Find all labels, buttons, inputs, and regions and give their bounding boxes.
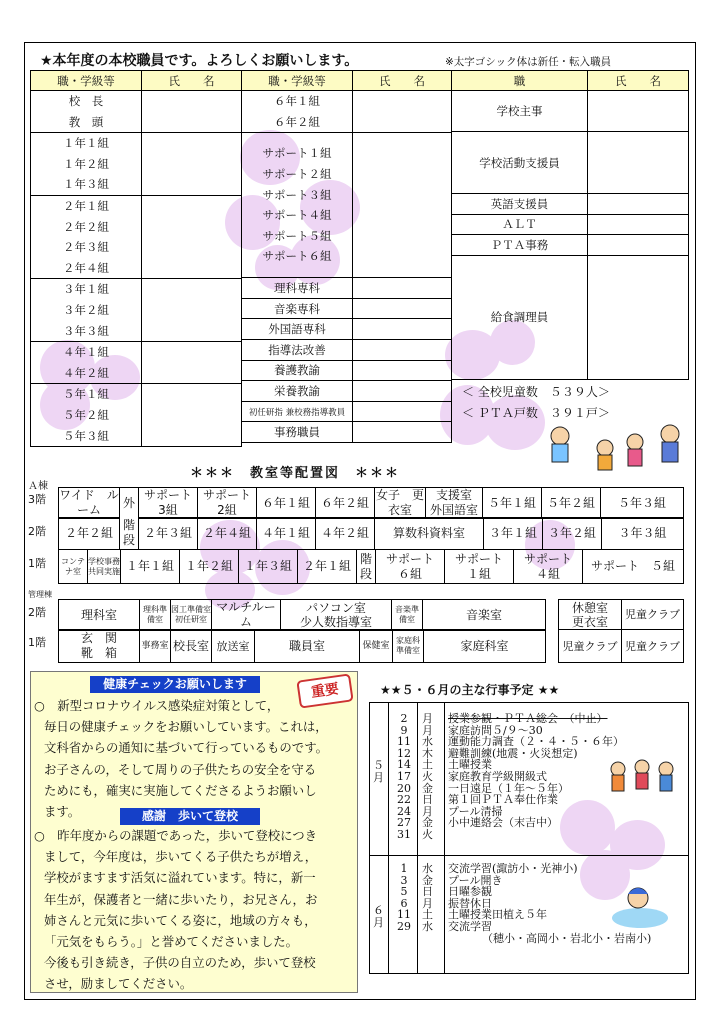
room: 支援室 外国語室 [426, 488, 483, 519]
text-line: 年生が，保護者と一緒に歩いたり，お兄さん，お [44, 891, 318, 907]
room: パソコン室 [306, 601, 366, 615]
a-building-label: Ａ棟 [28, 481, 48, 492]
room: ６年１組 [257, 488, 316, 519]
text-line: 文科省からの通知に基づいて行っているものです。 [44, 740, 328, 756]
room: 算数科資料室 [375, 518, 484, 550]
room: サポート ５組 [583, 550, 684, 584]
room: 外 [120, 488, 139, 519]
event-date: 20 [397, 781, 411, 795]
room: 校長室 [171, 630, 212, 663]
col-header-name: 氏 名 [588, 71, 689, 91]
room: ４年２組 [316, 518, 375, 550]
staff-heading: ★本年度の本校職員です。よろしくお願いします。 [40, 53, 359, 69]
staff-role: ３年１組 [63, 282, 109, 297]
room: 家庭科室 [424, 630, 546, 663]
floor-label: 2階 [28, 525, 46, 538]
text-line: ためにも，確実に実施してくださるようお願いし [44, 782, 317, 798]
staff-role: サポート５組 [262, 228, 332, 243]
events-title: ★★５・６月の主な行事予定 ★★ [380, 683, 560, 697]
event-date: 5 [400, 885, 408, 899]
a-building-2f [58, 517, 684, 550]
room: サポート 2組 [198, 488, 257, 519]
staff-role: ２年１組 [63, 198, 109, 213]
staff-role: 学校活動支援員 [452, 132, 588, 194]
room: 学校事務 共同実施 [88, 550, 121, 584]
event-weekday: 土 [422, 908, 433, 922]
event-date: 9 [400, 723, 408, 737]
event-item: 運動能力調査（２・４・５・６年） [448, 735, 624, 749]
room: 靴 箱 [80, 646, 117, 660]
text-line: ○ 新型コロナウイルス感染症対策として， [34, 698, 280, 713]
event-item: 交流学習 [448, 919, 492, 933]
room: 児童クラブ [622, 630, 684, 663]
event-date: 11 [397, 735, 411, 749]
room: ２年２組 [59, 518, 120, 550]
event-weekday: 月 [422, 896, 433, 910]
staff-role: サポート１組 [262, 146, 332, 161]
floor-label: 2階 [28, 606, 46, 619]
staff-role: 初任研指 兼校務指導教員 [242, 401, 353, 422]
room: １年３組 [239, 550, 298, 584]
room: 児童クラブ [559, 630, 622, 663]
june-weekdays [422, 863, 433, 933]
event-weekday: 日 [422, 793, 433, 807]
room: 音楽室 [423, 600, 546, 631]
event-date: 12 [397, 746, 411, 760]
text-line: 姉さんと元気に歩いてくる姿に，地域の方々も， [44, 912, 317, 928]
event-date: 17 [397, 769, 411, 783]
room: ５年１組 [483, 488, 542, 519]
staff-role: サポート６組 [262, 249, 332, 264]
room: 図工準備室 初任研室 [171, 600, 212, 631]
room: 保健室 [360, 630, 393, 663]
room: 理科準備室 [140, 600, 171, 631]
a-building-1f [58, 549, 684, 584]
event-weekday: 金 [422, 873, 433, 887]
event-date: 24 [397, 804, 411, 818]
column-divider [444, 702, 445, 974]
staff-role: 校 長 [68, 94, 104, 108]
room: 理科室 [59, 600, 140, 631]
event-item: 家庭訪問５/９～30 [448, 723, 543, 737]
staff-role: 英語支援員 [452, 194, 588, 215]
event-weekday: 月 [422, 723, 433, 737]
room: 職員室 [255, 630, 360, 663]
text-line: お子さんの，そして周りの子供たちの安全を守る [44, 761, 317, 777]
room: 階段 [120, 518, 139, 550]
column-divider [417, 702, 418, 974]
event-item: プール開き [448, 873, 503, 887]
room: 家庭科準備室 [393, 630, 424, 663]
kanri-building-1f [58, 629, 546, 663]
june-dates [392, 863, 416, 933]
room: 女子 更衣室 [375, 488, 424, 517]
staff-role: 教 頭 [68, 114, 104, 129]
staff-role: ２年４組 [63, 260, 109, 275]
event-weekday: 金 [422, 781, 433, 795]
room: 階段 [357, 550, 376, 584]
room: 休憩室 [571, 600, 608, 615]
staff-table-right [451, 70, 689, 380]
room: 放送室 [212, 630, 255, 663]
staff-role: サポート４組 [262, 208, 332, 223]
room: ２年４組 [198, 518, 257, 550]
event-weekday: 日 [422, 885, 433, 899]
col-header-name: 氏 名 [142, 71, 242, 91]
floor-label: 1階 [28, 557, 46, 570]
event-weekday: 金 [422, 816, 433, 830]
event-item: 授業参観・ＰＴＡ総会 （中止） [448, 712, 608, 725]
col-header-name: 氏 名 [353, 71, 452, 91]
room: １年２組 [180, 550, 239, 584]
staff-role: サポート３組 [262, 187, 332, 202]
staff-role: 外国語専科 [242, 319, 353, 340]
event-weekday: 水 [422, 735, 433, 749]
staff-role: １年２組 [63, 156, 109, 171]
floor-label: 1階 [28, 636, 46, 649]
event-date: 6 [400, 896, 408, 910]
month-label-june: ６月 [373, 904, 384, 929]
room: サポート 3組 [139, 488, 198, 519]
room: ５年２組 [542, 488, 601, 519]
text-line: 学校がますます活気に溢れています。特に，新一 [44, 870, 316, 886]
room: サポート １組 [445, 550, 514, 584]
room: サポート ６組 [376, 550, 445, 584]
room: ３年２組 [543, 518, 602, 550]
walking-children-illustration [535, 420, 695, 482]
staff-role: ５年３組 [63, 428, 109, 443]
staff-role: サポート２組 [262, 167, 332, 181]
may-weekdays [422, 713, 433, 841]
event-item: 一日遠足（１年～５年） [448, 781, 569, 795]
room: 少人数指導室 [299, 615, 372, 629]
kanri-building-label: 管理棟 [28, 590, 52, 599]
may-dates [392, 713, 416, 841]
event-weekday: 火 [422, 769, 433, 783]
staff-role: 学校主事 [452, 91, 588, 132]
room: ワイド ルーム [59, 488, 119, 517]
event-date: 1 [400, 862, 408, 875]
room: 更衣室 [571, 614, 608, 629]
room: ５年３組 [601, 488, 684, 519]
event-date: 27 [397, 816, 411, 830]
event-date: 2 [400, 712, 408, 725]
room: １年１組 [121, 550, 180, 584]
event-weekday: 土 [422, 758, 433, 772]
event-weekday: 木 [422, 746, 433, 760]
staff-role: ＰＴＡ事務 [452, 235, 588, 256]
staff-role: ２年３組 [63, 240, 109, 255]
staff-role: 音楽専科 [242, 298, 353, 319]
event-date: 31 [397, 827, 411, 841]
event-date: 22 [397, 793, 411, 807]
room: ６年２組 [316, 488, 375, 519]
event-item: 交流学習(諏訪小・光神小) [448, 862, 578, 875]
event-date: 14 [397, 758, 411, 772]
staff-role: ２年２組 [63, 219, 109, 234]
staff-role: 養護教諭 [242, 360, 353, 381]
month-label-may: ５月 [373, 759, 384, 784]
event-item: プール清掃 [448, 804, 503, 818]
event-weekday: 月 [422, 712, 433, 725]
room: マルチルーム [212, 600, 281, 631]
room: ２年３組 [139, 518, 198, 550]
text-line: まして，今年度は，歩いてくる子供たちが増え， [44, 849, 318, 865]
student-count: ＜ 全校児童数 ５３９人＞ [462, 385, 610, 399]
room: 児童クラブ [622, 600, 684, 630]
text-line: 毎日の健康チェックをお願いしています。これは， [44, 719, 328, 735]
event-weekday: 水 [422, 919, 433, 933]
text-line: 「元気をもらう。」と誉めてくださいました。 [44, 934, 299, 950]
room: ４年１組 [257, 518, 316, 550]
staff-role: ４年１組 [63, 345, 109, 360]
staff-table-middle [241, 70, 452, 443]
event-weekday: 月 [422, 804, 433, 818]
event-weekday: 水 [422, 862, 433, 875]
room: コンテナ室 [59, 550, 88, 584]
room: 音楽準備室 [392, 600, 423, 631]
important-badge: 重要 [296, 673, 353, 708]
text-line: ○ 昨年度からの課題であった，歩いて登校につき [34, 828, 318, 843]
staff-role: 指導法改善 [242, 339, 353, 360]
staff-role: 給食調理員 [452, 255, 588, 379]
column-divider [388, 702, 389, 974]
children-evacuation-illustration [598, 755, 686, 805]
event-date: 11 [397, 908, 411, 922]
staff-role: 栄養教諭 [242, 381, 353, 402]
col-header-role: 職・学級等 [31, 71, 142, 91]
room: ２年１組 [298, 550, 357, 584]
col-header-role: 職 [452, 71, 588, 91]
room-layout-title: ＊＊＊ 教室等配置図 ＊＊＊ [190, 466, 401, 481]
room: 事務室 [140, 630, 171, 663]
kanri-building-2f [58, 599, 546, 631]
staff-role: ３年２組 [63, 302, 109, 317]
event-weekday: 火 [422, 827, 433, 841]
room: ３年１組 [484, 518, 543, 550]
floor-label: 3階 [28, 493, 46, 506]
event-item: 第１回ＰＴＡ奉仕作業 [448, 793, 558, 807]
room: 玄 関 [80, 631, 117, 645]
staff-role: ＡＬＴ [452, 214, 588, 235]
staff-role: ６年１組 [274, 94, 320, 108]
a-building-map [58, 487, 684, 519]
swimming-child-illustration [610, 880, 670, 930]
text-line: 今後も引き続き，子供の自立のため，歩いて登校 [44, 955, 316, 971]
staff-role: ３年３組 [63, 323, 109, 338]
staff-role: １年１組 [63, 136, 109, 151]
room: ３年３組 [602, 518, 684, 550]
text-line: ます。 [44, 804, 81, 820]
event-item: 避難訓練(地震・火災想定) [448, 746, 578, 760]
col-header-role: 職・学級等 [242, 71, 353, 91]
event-item: 小中連絡会（末吉中） [448, 816, 558, 830]
event-item: （穂小・高岡小・岩北小・岩南小) [482, 931, 652, 945]
room: サポート ４組 [514, 550, 583, 584]
event-date: 29 [397, 919, 411, 933]
staff-role: ５年１組 [63, 387, 109, 402]
text-line: させ，励ましてください。 [44, 976, 193, 992]
event-item: 振替休日 [448, 896, 492, 910]
staff-role: 理科専科 [242, 278, 353, 299]
event-item: 土曜授業 [448, 758, 492, 772]
health-check-heading: 健康チェックお願いします [90, 676, 260, 693]
staff-role: １年３組 [63, 177, 109, 192]
event-item: 家庭教育学級開級式 [448, 769, 547, 783]
kanri-building-annex [558, 599, 684, 663]
event-item: 土曜授業田植え５年 [448, 908, 547, 922]
health-paragraph [34, 695, 328, 822]
staff-table-left [30, 70, 242, 447]
walking-thanks-heading: 感謝 歩いて登校 [120, 808, 260, 825]
staff-role: ５年２組 [63, 407, 109, 422]
staff-role: ４年２組 [63, 365, 109, 380]
staff-role: ６年２組 [274, 114, 320, 129]
event-date: 3 [400, 873, 408, 887]
event-item: 日曜参観 [448, 885, 492, 899]
walking-paragraph [34, 825, 317, 995]
heading-note: ※太字ゴシック体は新任・転入職員 [445, 56, 612, 68]
staff-role: 事務職員 [242, 422, 353, 443]
pta-count: ＜ ＰＴＡ戸数 ３９１戸＞ [462, 406, 610, 420]
